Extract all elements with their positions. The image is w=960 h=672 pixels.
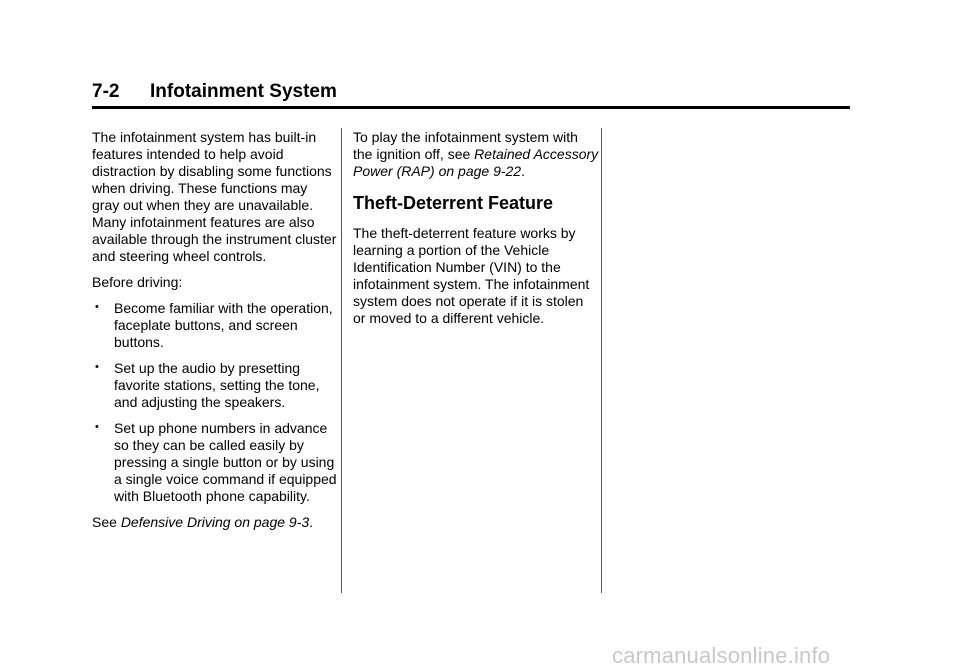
bullet-icon: • bbox=[95, 301, 99, 313]
text-column-left bbox=[92, 129, 338, 540]
ignition-off-suffix: . bbox=[521, 163, 525, 179]
rap-reference[interactable]: Retained Accessory Power (RAP) on page 9-22 bbox=[353, 146, 599, 179]
theft-deterrent-paragraph: The theft-deterrent feature works by learning a portion of the Vehicle Identification Number (VIN) to the infotainment system. The infotainment system does not operate if it is stolen or moved to a different vehicle. bbox=[353, 225, 590, 326]
list-item-text: Set up phone numbers in advance so they can be called easily by pressing a single button or by using a single voice command if equipped with Bluetooth phone capability. bbox=[114, 420, 337, 504]
list-item bbox=[92, 300, 338, 351]
column-divider-right bbox=[601, 128, 602, 593]
page-header bbox=[92, 80, 850, 109]
before-driving-label: Before driving: bbox=[92, 274, 183, 290]
text-column-right bbox=[353, 129, 599, 336]
ignition-off-paragraph bbox=[353, 129, 599, 180]
see-also-paragraph bbox=[92, 514, 338, 531]
list-item-text: Become familiar with the operation, faceplate buttons, and screen buttons. bbox=[114, 300, 333, 350]
see-also-prefix: See bbox=[92, 514, 121, 530]
list-item-text: Set up the audio by presetting favorite stations, setting the tone, and adjusting the speakers. bbox=[114, 360, 320, 410]
bullet-icon: • bbox=[95, 421, 99, 433]
column-divider-left bbox=[341, 128, 342, 593]
watermark: carmanualsonline.info bbox=[612, 643, 831, 668]
theft-deterrent-heading: Theft-Deterrent Feature bbox=[353, 193, 554, 213]
defensive-driving-reference[interactable]: Defensive Driving on page 9-3 bbox=[120, 514, 310, 530]
page-number: 7-2 bbox=[92, 81, 120, 102]
bullet-icon: • bbox=[95, 361, 99, 373]
ignition-off-text: To play the infotainment system with the ignition off, see bbox=[353, 129, 578, 162]
section-title: Infotainment System bbox=[150, 81, 337, 102]
list-item bbox=[92, 360, 338, 411]
see-also-suffix: . bbox=[309, 514, 314, 530]
checklist bbox=[92, 300, 338, 505]
intro-paragraph: The infotainment system has built-in features intended to help avoid distraction by disabling some functions when driving. These functions may gray out when they are unavailable. Many infotainment features are also available through the instrument cluster and steering wheel controls. bbox=[92, 129, 337, 264]
list-item bbox=[92, 420, 338, 505]
